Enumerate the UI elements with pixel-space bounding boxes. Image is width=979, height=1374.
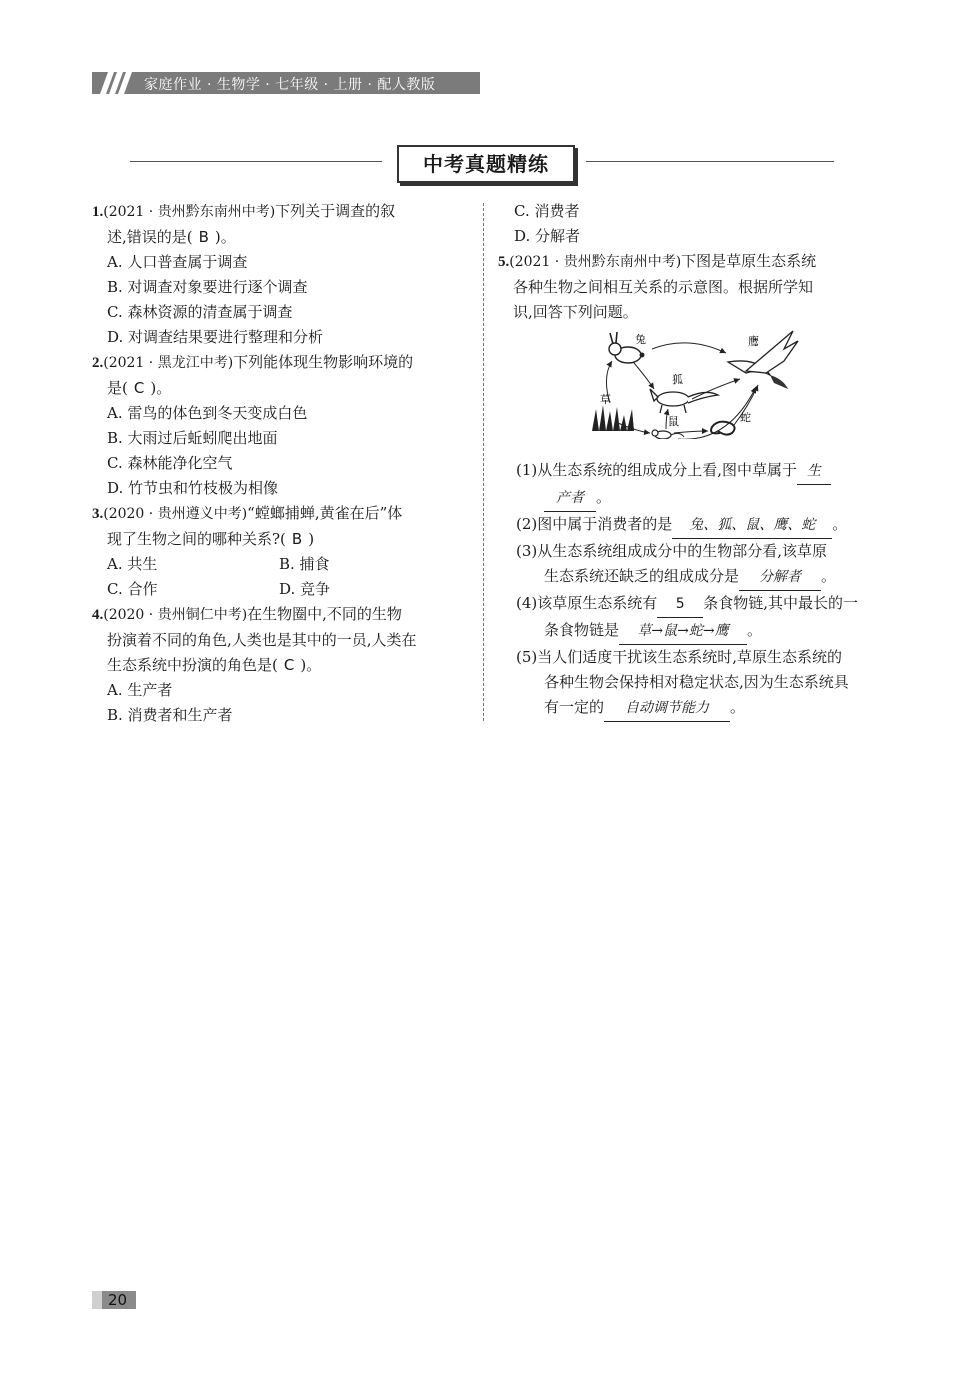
answer-blank: 产者 (544, 486, 596, 512)
answer-blank: 草→鼠→蛇→鹰 (619, 619, 747, 645)
answer-letter: C (133, 379, 145, 397)
question-2 (92, 350, 472, 501)
mouse-icon (652, 430, 684, 439)
option-d: D. 对调查结果要进行整理和分析 (107, 328, 324, 346)
question-stem-end: ) (308, 530, 315, 548)
answer-letter: B (198, 228, 209, 246)
question-stem: “螳螂捕蝉,黄雀在后”体 (247, 504, 403, 522)
left-column (92, 199, 472, 728)
answer-blank: 兔、狐、鼠、鹰、蛇 (672, 513, 832, 539)
option-c: C. 森林能净化空气 (107, 454, 233, 472)
options-row (92, 552, 472, 577)
question-stem: 述,错误的是( (107, 228, 193, 246)
slash-decoration-icon (92, 72, 132, 94)
punctuation: 。 (832, 515, 848, 533)
question-stem: 在生物圈中,不同的生物 (247, 605, 402, 623)
option-a: A. 共生 (107, 555, 158, 573)
question-stem: 是( (107, 379, 128, 397)
arrow-rabbit-eagle (652, 343, 726, 353)
question-number: 4. (92, 607, 104, 623)
question-source: (2020 · 贵州铜仁中考) (103, 607, 248, 623)
question-stem: 识,回答下列问题。 (513, 303, 638, 321)
question-source: (2021 · 黑龙江中考) (103, 355, 234, 371)
question-stem: 下列关于调查的叙 (275, 202, 396, 220)
answer-letter: B (291, 530, 303, 548)
option-b: B. 捕食 (279, 555, 330, 573)
question-stem: 下列能体现生物影响环境的 (233, 353, 414, 371)
food-web-diagram (588, 327, 808, 439)
option-b: B. 大雨过后蚯蚓爬出地面 (107, 429, 278, 447)
option-a: A. 生产者 (107, 681, 173, 699)
subquestion-2: (2)图中属于消费者的是 (516, 515, 673, 533)
label-fox: 狐 (672, 373, 683, 386)
label-snake: 蛇 (740, 411, 751, 424)
subquestion-5-cont: 有一定的 (544, 698, 605, 716)
punctuation: 。 (596, 488, 612, 506)
column-divider (483, 203, 484, 721)
title-rule-right (586, 161, 834, 162)
question-stem-end: )。 (150, 379, 172, 397)
option-a: A. 人口普查属于调查 (107, 253, 248, 271)
question-stem: 扮演着不同的角色,人类也是其中的一员,人类在 (107, 631, 417, 649)
subquestion-3: (3)从生态系统组成成分中的生物部分看,该草原 (516, 542, 828, 560)
subquestion-4-cont: 条食物链是 (544, 621, 620, 639)
option-d: D. 分解者 (514, 227, 581, 245)
subquestion-4: (4)该草原生态系统有 (516, 594, 658, 612)
question-stem: 生态系统中扮演的角色是( (107, 656, 278, 674)
answer-blank: 分解者 (739, 565, 821, 591)
option-b: B. 消费者和生产者 (107, 706, 233, 724)
option-d: D. 竞争 (279, 580, 331, 598)
question-number: 5. (498, 254, 510, 270)
page-tab-decoration (92, 1291, 102, 1309)
eagle-icon (728, 331, 798, 389)
header-bar (92, 72, 480, 94)
option-c: C. 消费者 (514, 202, 580, 220)
title-rule-left (130, 161, 382, 162)
options-row (92, 577, 472, 602)
subquestion-3-cont: 生态系统还缺乏的组成成分是 (544, 567, 740, 585)
punctuation: 。 (730, 698, 746, 716)
option-c: C. 合作 (107, 580, 158, 598)
question-number: 1. (92, 204, 104, 220)
question-4 (92, 602, 472, 728)
subquestion-5-cont: 各种生物会保持相对稳定状态,因为生态系统具 (544, 673, 849, 691)
header-title: 家庭作业 · 生物学 · 七年级 · 上册 · 配人教版 (144, 77, 436, 93)
label-mouse: 鼠 (668, 415, 679, 428)
question-stem: 各种生物之间相互关系的示意图。根据所学知 (513, 278, 814, 296)
subquestion-1: (1)从生态系统的组成成分上看,图中草属于 (516, 461, 798, 479)
answer-blank: 5 (657, 592, 703, 618)
question-source: (2021 · 贵州黔东南州中考) (509, 254, 682, 270)
question-3 (92, 501, 472, 602)
question-source: (2021 · 贵州黔东南州中考) (103, 204, 276, 220)
page-number: 20 (108, 1291, 128, 1309)
question-number: 3. (92, 506, 104, 522)
answer-letter: C (283, 656, 295, 674)
punctuation: 。 (747, 621, 763, 639)
label-grass: 草 (600, 393, 611, 406)
option-c: C. 森林资源的清查属于调查 (107, 303, 293, 321)
fox-icon (650, 389, 718, 413)
arrow-mouse-snake (674, 431, 708, 433)
question-source: (2020 · 贵州遵义中考) (103, 506, 248, 522)
arrow-fox-eagle (692, 379, 740, 399)
label-eagle: 鹰 (748, 335, 759, 348)
option-a: A. 雷鸟的体色到冬天变成白色 (107, 404, 308, 422)
question-stem-end: )。 (300, 656, 322, 674)
question-number: 2. (92, 355, 104, 371)
answer-blank: 生 (797, 459, 831, 485)
punctuation: 。 (821, 567, 837, 585)
subquestion-4-cont: 条食物链,其中最长的一 (703, 594, 859, 612)
question-stem: 现了生物之间的哪种关系?( (107, 530, 286, 548)
section-title: 中考真题精练 (397, 145, 575, 183)
question-stem-end: )。 (214, 228, 236, 246)
question-stem: 下图是草原生态系统 (681, 252, 817, 270)
question-5 (498, 249, 883, 722)
answer-blank: 自动调节能力 (604, 696, 730, 722)
option-d: D. 竹节虫和竹枝极为相像 (107, 479, 279, 497)
arrow-rabbit-fox (634, 363, 654, 389)
question-1 (92, 199, 472, 350)
page-number-badge (92, 1291, 136, 1309)
label-rabbit: 兔 (635, 333, 646, 346)
right-column (498, 199, 883, 722)
option-b: B. 对调查对象要进行逐个调查 (107, 278, 308, 296)
subquestion-5: (5)当人们适度干扰该生态系统时,草原生态系统的 (516, 648, 843, 666)
